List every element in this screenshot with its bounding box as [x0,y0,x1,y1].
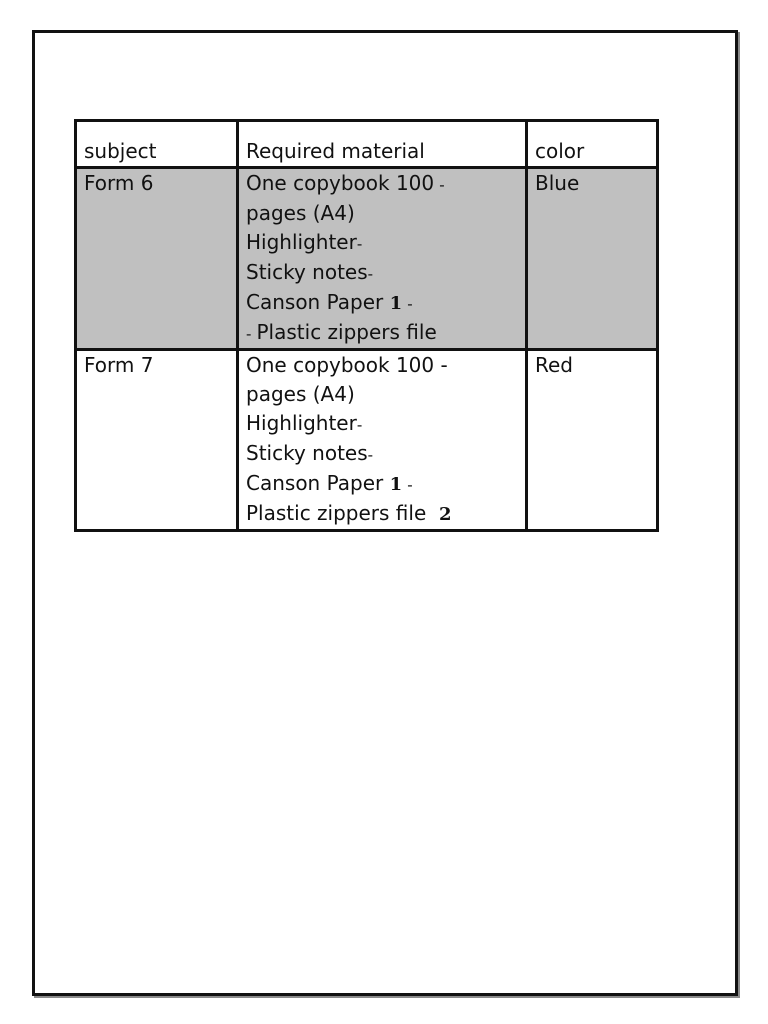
color-cell: Red [527,350,658,531]
material-line: Plastic zippers file 2 [246,501,452,525]
header-required-material: Required material [238,121,527,168]
material-line: One copybook 100 - [246,171,445,195]
color-cell: Blue [527,168,658,350]
material-line: Sticky notes- [246,441,374,465]
material-line: Sticky notes- [246,260,374,284]
material-line: pages (A4) [246,382,355,406]
table-row [76,168,658,350]
material-cell [238,168,527,350]
header-subject: subject [76,121,238,168]
materials-table [74,119,659,532]
table-row [76,350,658,531]
table-header-row [76,121,658,168]
material-line: Canson Paper 1 - [246,471,413,495]
material-cell [238,350,527,531]
header-color: color [527,121,658,168]
material-line: Highlighter- [246,411,363,435]
material-line: Canson Paper 1 - [246,290,413,314]
subject-cell: Form 6 [76,168,238,350]
material-line: Highlighter- [246,230,363,254]
material-line: One copybook 100 - [246,353,448,377]
subject-cell: Form 7 [76,350,238,531]
material-line: pages (A4) [246,201,355,225]
material-line: - Plastic zippers file [246,320,437,344]
